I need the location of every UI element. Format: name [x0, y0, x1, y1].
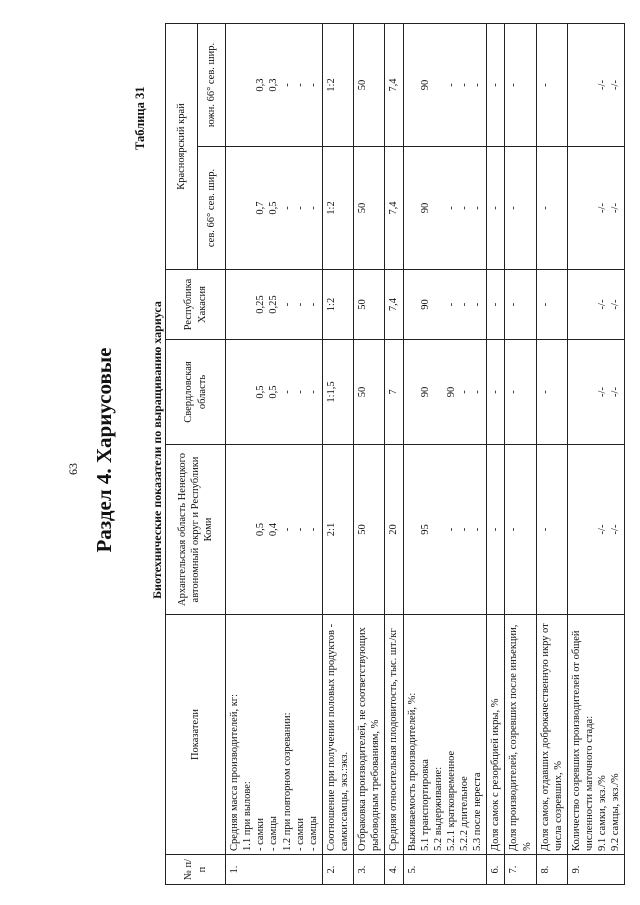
- header-num: № п/п: [166, 855, 226, 885]
- row-sverd: 90 90 - -: [403, 340, 487, 445]
- table-title: Биотехнические показатели по выращиванию хариуса: [150, 301, 164, 599]
- row-sverd: 0,5 0,5 - - -: [226, 340, 323, 445]
- row-num: 2.: [322, 855, 353, 885]
- row-kras-south: 0,3 0,3 - - -: [226, 24, 323, 147]
- row-sverd: 7: [385, 340, 403, 445]
- row-num: 8.: [536, 855, 567, 885]
- row-sverd: -: [487, 340, 505, 445]
- row-arkh: 2:1: [322, 445, 353, 615]
- table-label: Таблица 31: [133, 86, 147, 150]
- table-row: [403, 24, 487, 885]
- row-khak: -: [505, 270, 536, 340]
- table-row: [354, 24, 385, 885]
- row-indicator: Отбраковка производителей, не соответствующих рыбоводным требованиям, %: [354, 615, 385, 855]
- row-indicator: Выживаемость производителей, %: 5.1 транспортировка 5.2 выдерживание: 5.2.1 кратковременное 5.2.2 длительное 5.3 после нереста: [403, 615, 487, 855]
- table-body: [226, 24, 625, 885]
- row-kras-north: 90 - - -: [403, 147, 487, 270]
- row-indicator: Средняя масса производителей, кг: 1.1 при вылове: - самки - самцы 1.2 при повторном созревании: - самки - самцы: [226, 615, 323, 855]
- page-number: 63: [66, 463, 80, 475]
- row-num: 9.: [567, 855, 625, 885]
- table-row: [567, 24, 625, 885]
- row-khak: 0,25 0,25 - - -: [226, 270, 323, 340]
- row-num: 1.: [226, 855, 323, 885]
- row-kras-south: -/- -/-: [567, 24, 625, 147]
- row-arkh: -/- -/-: [567, 445, 625, 615]
- row-sverd: -: [505, 340, 536, 445]
- header-arkh: Архангельская область Ненецкого автономный округ и Республики Коми: [166, 445, 226, 615]
- row-kras-north: 7,4: [385, 147, 403, 270]
- row-khak: 90 - - -: [403, 270, 487, 340]
- row-kras-north: -: [536, 147, 567, 270]
- header-kras: Красноярский край: [166, 24, 198, 270]
- row-arkh: 50: [354, 445, 385, 615]
- row-num: 3.: [354, 855, 385, 885]
- row-num: 5.: [403, 855, 487, 885]
- row-kras-north: -: [487, 147, 505, 270]
- table-row: [226, 24, 323, 885]
- row-khak: 50: [354, 270, 385, 340]
- row-kras-north: 50: [354, 147, 385, 270]
- row-sverd: 50: [354, 340, 385, 445]
- row-khak: -/- -/-: [567, 270, 625, 340]
- row-khak: 1:2: [322, 270, 353, 340]
- section-title: Раздел 4. Хариусовые: [92, 347, 116, 553]
- row-indicator: Доля самок, отдавших доброкачественную икру от числа созревших, %: [536, 615, 567, 855]
- row-kras-north: -/- -/-: [567, 147, 625, 270]
- indicators-table: [165, 23, 625, 885]
- row-khak: -: [536, 270, 567, 340]
- row-arkh: 20: [385, 445, 403, 615]
- row-num: 7.: [505, 855, 536, 885]
- table-row: [536, 24, 567, 885]
- row-kras-north: 0,7 0,5 - - -: [226, 147, 323, 270]
- row-kras-south: 7,4: [385, 24, 403, 147]
- row-kras-north: -: [505, 147, 536, 270]
- header-sverd: Свердловская область: [166, 340, 226, 445]
- row-kras-south: 90 - - -: [403, 24, 487, 147]
- table-row: [487, 24, 505, 885]
- row-arkh: -: [487, 445, 505, 615]
- row-indicator: Соотношение при получении половых продуктов - самки:самцы, экз.:экз.: [322, 615, 353, 855]
- table-row: [322, 24, 353, 885]
- row-kras-south: -: [505, 24, 536, 147]
- row-khak: -: [487, 270, 505, 340]
- row-num: 6.: [487, 855, 505, 885]
- row-khak: 7,4: [385, 270, 403, 340]
- row-indicator: Средняя относительная плодовитость, тыс. шт./кг: [385, 615, 403, 855]
- table-row: [385, 24, 403, 885]
- row-sverd: -: [536, 340, 567, 445]
- header-indicator: Показатели: [166, 615, 226, 855]
- row-kras-south: 50: [354, 24, 385, 147]
- header-khak: Республика Хакасия: [166, 270, 226, 340]
- header-kras-north: сев. 66° сев. шир.: [198, 147, 226, 270]
- row-sverd: 1:1,5: [322, 340, 353, 445]
- row-arkh: 95 - - -: [403, 445, 487, 615]
- row-arkh: -: [536, 445, 567, 615]
- table-row: [505, 24, 536, 885]
- row-indicator: Доля самок с резорбцией икры, %: [487, 615, 505, 855]
- row-kras-north: 1:2: [322, 147, 353, 270]
- row-indicator: Количество созревших производителей от общей численности маточного стада: 9.1 самки, экз./% 9.2 самцы, экз./%: [567, 615, 625, 855]
- row-kras-south: 1:2: [322, 24, 353, 147]
- row-arkh: 0,5 0,4 - - -: [226, 445, 323, 615]
- row-sverd: -/- -/-: [567, 340, 625, 445]
- row-kras-south: -: [487, 24, 505, 147]
- row-arkh: -: [505, 445, 536, 615]
- row-num: 4.: [385, 855, 403, 885]
- header-kras-south: южн. 66° сев. шир.: [198, 24, 226, 147]
- row-kras-south: -: [536, 24, 567, 147]
- row-indicator: Доля производителей, созревших после инъекции, %: [505, 615, 536, 855]
